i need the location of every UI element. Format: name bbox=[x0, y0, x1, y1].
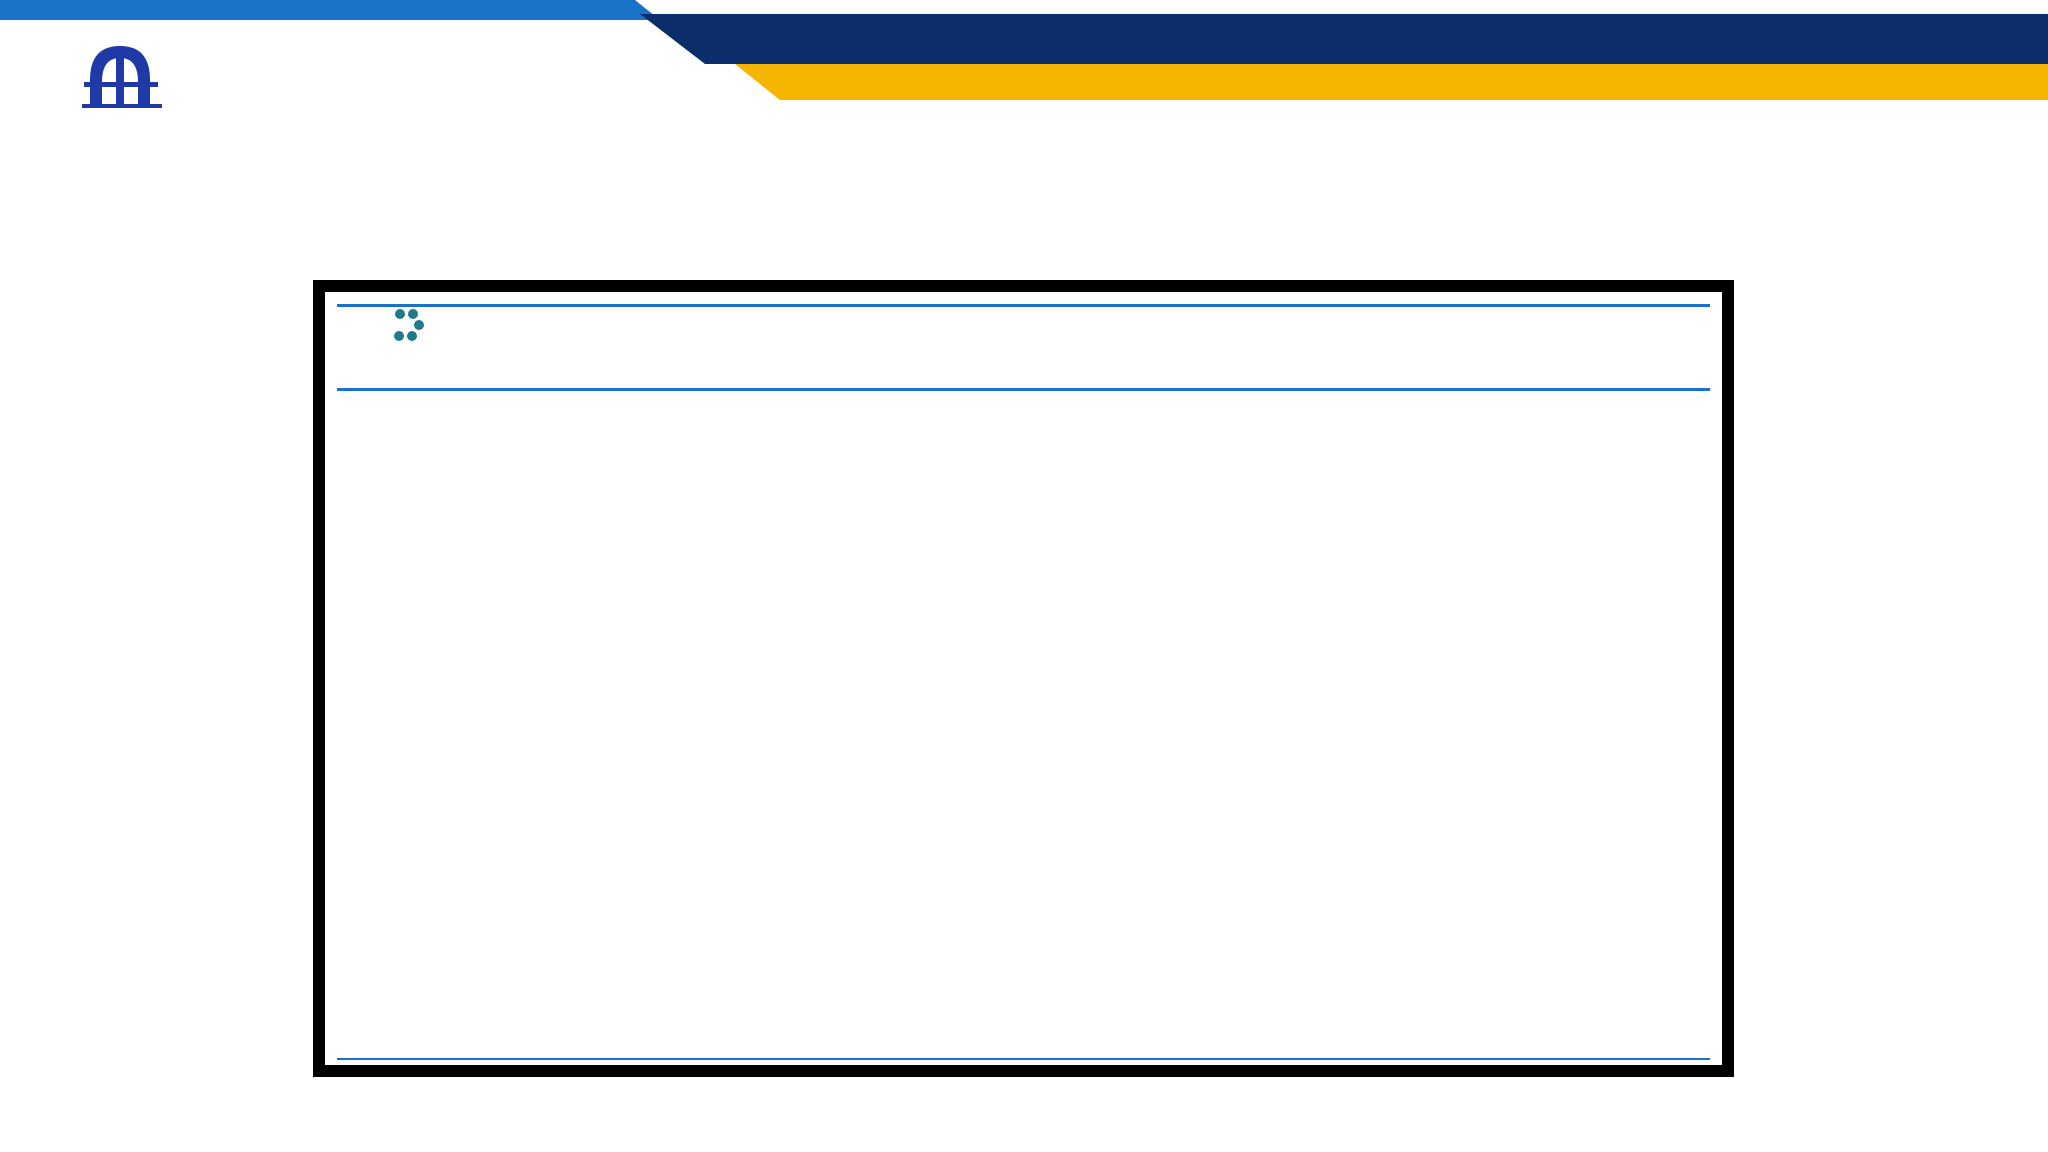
cpt-report bbox=[325, 292, 1722, 1065]
header-top-line bbox=[337, 304, 1710, 307]
footer-line bbox=[337, 1058, 1710, 1060]
dataforensics-logo-icon bbox=[394, 309, 424, 341]
logo-arch-icon bbox=[82, 40, 172, 110]
cpt-report-image bbox=[313, 280, 1734, 1077]
cpt-report-svg bbox=[325, 292, 1722, 1065]
header-bottom-line bbox=[337, 388, 1710, 391]
company-logo bbox=[82, 38, 382, 118]
